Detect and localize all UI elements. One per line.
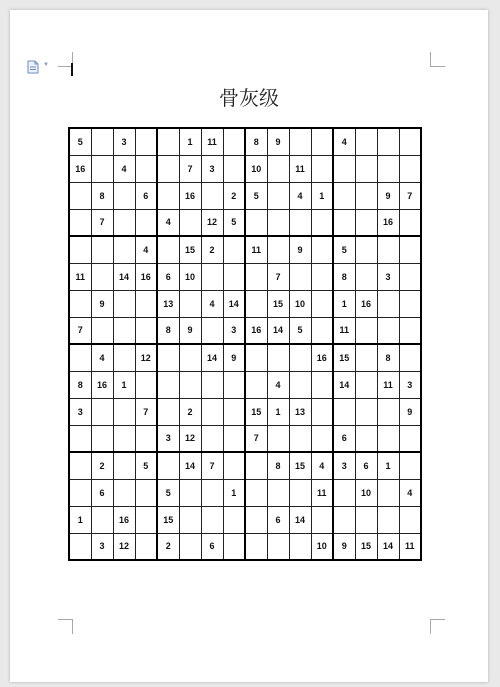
grid-cell[interactable]: 14 bbox=[267, 317, 289, 344]
grid-row bbox=[69, 317, 421, 344]
grid-cell[interactable]: 16 bbox=[69, 155, 91, 182]
grid-cell[interactable]: 3 bbox=[91, 533, 113, 560]
grid-cell[interactable] bbox=[399, 209, 421, 236]
grid-cell[interactable] bbox=[355, 209, 377, 236]
grid-cell[interactable] bbox=[157, 398, 179, 425]
grid-cell[interactable]: 13 bbox=[289, 398, 311, 425]
grid-cell[interactable]: 7 bbox=[245, 425, 267, 452]
text-cursor bbox=[71, 63, 73, 76]
grid-cell[interactable] bbox=[69, 290, 91, 317]
grid-cell[interactable]: 4 bbox=[289, 182, 311, 209]
grid-cell[interactable] bbox=[311, 290, 333, 317]
grid-cell[interactable] bbox=[201, 398, 223, 425]
grid-cell[interactable] bbox=[289, 209, 311, 236]
grid-cell[interactable] bbox=[377, 128, 399, 155]
grid-cell[interactable]: 10 bbox=[245, 155, 267, 182]
grid-cell[interactable]: 5 bbox=[223, 209, 245, 236]
grid-cell[interactable]: 14 bbox=[179, 452, 201, 479]
grid-cell[interactable]: 12 bbox=[179, 425, 201, 452]
grid-cell[interactable]: 4 bbox=[113, 155, 135, 182]
grid-cell[interactable]: 16 bbox=[135, 263, 157, 290]
grid-cell[interactable]: 10 bbox=[311, 533, 333, 560]
grid-cell[interactable] bbox=[201, 371, 223, 398]
grid-cell[interactable]: 4 bbox=[135, 236, 157, 263]
grid-cell[interactable]: 3 bbox=[201, 155, 223, 182]
grid-cell[interactable] bbox=[135, 317, 157, 344]
grid-row bbox=[69, 236, 421, 263]
grid-cell[interactable] bbox=[245, 452, 267, 479]
grid-cell[interactable] bbox=[223, 263, 245, 290]
grid-cell[interactable] bbox=[135, 128, 157, 155]
grid-cell[interactable] bbox=[157, 128, 179, 155]
grid-cell[interactable] bbox=[223, 371, 245, 398]
grid-cell[interactable] bbox=[113, 236, 135, 263]
grid-cell[interactable] bbox=[245, 290, 267, 317]
grid-row bbox=[69, 182, 421, 209]
grid-cell[interactable]: 14 bbox=[333, 371, 355, 398]
grid-cell[interactable] bbox=[245, 209, 267, 236]
grid-cell[interactable]: 7 bbox=[91, 209, 113, 236]
sudoku-grid bbox=[68, 127, 422, 561]
grid-cell[interactable]: 11 bbox=[245, 236, 267, 263]
grid-cell[interactable] bbox=[289, 479, 311, 506]
grid-cell[interactable]: 2 bbox=[91, 452, 113, 479]
grid-cell[interactable]: 16 bbox=[179, 182, 201, 209]
grid-cell[interactable] bbox=[157, 155, 179, 182]
margin-corner-bottom-left bbox=[58, 619, 73, 634]
grid-cell[interactable] bbox=[223, 533, 245, 560]
grid-cell[interactable]: 3 bbox=[399, 371, 421, 398]
grid-cell[interactable] bbox=[267, 155, 289, 182]
grid-cell[interactable] bbox=[245, 371, 267, 398]
grid-cell[interactable] bbox=[113, 425, 135, 452]
grid-cell[interactable]: 4 bbox=[311, 452, 333, 479]
grid-cell[interactable]: 9 bbox=[267, 128, 289, 155]
grid-cell[interactable] bbox=[311, 425, 333, 452]
grid-cell[interactable]: 16 bbox=[245, 317, 267, 344]
margin-corner-top-right bbox=[430, 52, 445, 67]
grid-cell[interactable]: 16 bbox=[311, 344, 333, 371]
grid-row bbox=[69, 506, 421, 533]
grid-row bbox=[69, 344, 421, 371]
grid-cell[interactable]: 15 bbox=[157, 506, 179, 533]
grid-cell[interactable] bbox=[377, 236, 399, 263]
grid-cell[interactable]: 16 bbox=[377, 209, 399, 236]
grid-cell[interactable]: 7 bbox=[69, 317, 91, 344]
grid-cell[interactable]: 15 bbox=[179, 236, 201, 263]
grid-cell[interactable] bbox=[267, 209, 289, 236]
grid-cell[interactable] bbox=[91, 425, 113, 452]
grid-cell[interactable]: 7 bbox=[179, 155, 201, 182]
grid-cell[interactable] bbox=[223, 128, 245, 155]
grid-cell[interactable] bbox=[201, 263, 223, 290]
grid-cell[interactable] bbox=[311, 398, 333, 425]
grid-cell[interactable]: 3 bbox=[377, 263, 399, 290]
grid-cell[interactable]: 4 bbox=[157, 209, 179, 236]
grid-cell[interactable] bbox=[289, 371, 311, 398]
grid-cell[interactable]: 14 bbox=[289, 506, 311, 533]
grid-cell[interactable] bbox=[201, 506, 223, 533]
grid-cell[interactable] bbox=[91, 263, 113, 290]
grid-row bbox=[69, 452, 421, 479]
grid-cell[interactable] bbox=[399, 128, 421, 155]
grid-cell[interactable]: 1 bbox=[267, 398, 289, 425]
grid-cell[interactable] bbox=[399, 290, 421, 317]
grid-row bbox=[69, 155, 421, 182]
grid-cell[interactable] bbox=[223, 452, 245, 479]
grid-cell[interactable] bbox=[245, 263, 267, 290]
grid-cell[interactable] bbox=[377, 290, 399, 317]
grid-cell[interactable] bbox=[135, 290, 157, 317]
grid-cell[interactable] bbox=[267, 479, 289, 506]
grid-cell[interactable] bbox=[289, 533, 311, 560]
grid-cell[interactable] bbox=[135, 506, 157, 533]
margin-corner-bottom-right bbox=[430, 619, 445, 634]
grid-cell[interactable] bbox=[135, 425, 157, 452]
grid-cell[interactable]: 14 bbox=[113, 263, 135, 290]
grid-cell[interactable] bbox=[113, 317, 135, 344]
grid-cell[interactable]: 1 bbox=[179, 128, 201, 155]
grid-cell[interactable]: 8 bbox=[69, 371, 91, 398]
grid-cell[interactable] bbox=[91, 155, 113, 182]
grid-cell[interactable] bbox=[69, 425, 91, 452]
grid-cell[interactable] bbox=[135, 155, 157, 182]
grid-cell[interactable] bbox=[377, 506, 399, 533]
grid-cell[interactable] bbox=[135, 533, 157, 560]
grid-cell[interactable]: 4 bbox=[201, 290, 223, 317]
grid-cell[interactable] bbox=[377, 317, 399, 344]
grid-cell[interactable]: 1 bbox=[377, 452, 399, 479]
grid-cell[interactable]: 7 bbox=[201, 452, 223, 479]
grid-cell[interactable] bbox=[201, 182, 223, 209]
grid-cell[interactable] bbox=[157, 236, 179, 263]
grid-cell[interactable]: 14 bbox=[377, 533, 399, 560]
grid-cell[interactable]: 12 bbox=[113, 533, 135, 560]
grid-cell[interactable]: 11 bbox=[399, 533, 421, 560]
grid-cell[interactable] bbox=[333, 182, 355, 209]
grid-cell[interactable] bbox=[333, 506, 355, 533]
grid-cell[interactable]: 7 bbox=[267, 263, 289, 290]
grid-cell[interactable]: 11 bbox=[69, 263, 91, 290]
grid-cell[interactable] bbox=[333, 155, 355, 182]
grid-cell[interactable] bbox=[311, 128, 333, 155]
grid-cell[interactable]: 1 bbox=[311, 182, 333, 209]
grid-cell[interactable] bbox=[113, 452, 135, 479]
grid-cell[interactable]: 7 bbox=[135, 398, 157, 425]
grid-cell[interactable] bbox=[157, 452, 179, 479]
grid-cell[interactable] bbox=[69, 236, 91, 263]
grid-cell[interactable]: 5 bbox=[333, 236, 355, 263]
grid-cell[interactable] bbox=[355, 128, 377, 155]
grid-cell[interactable]: 1 bbox=[69, 506, 91, 533]
grid-cell[interactable] bbox=[179, 290, 201, 317]
grid-cell[interactable]: 16 bbox=[113, 506, 135, 533]
grid-cell[interactable] bbox=[179, 479, 201, 506]
grid-cell[interactable] bbox=[69, 452, 91, 479]
grid-cell[interactable] bbox=[201, 317, 223, 344]
grid-cell[interactable] bbox=[113, 344, 135, 371]
grid-cell[interactable]: 5 bbox=[69, 128, 91, 155]
grid-cell[interactable] bbox=[113, 182, 135, 209]
grid-cell[interactable]: 8 bbox=[157, 317, 179, 344]
grid-cell[interactable] bbox=[333, 398, 355, 425]
grid-cell[interactable] bbox=[311, 236, 333, 263]
grid-cell[interactable]: 9 bbox=[377, 182, 399, 209]
grid-cell[interactable]: 5 bbox=[289, 317, 311, 344]
grid-cell[interactable]: 3 bbox=[69, 398, 91, 425]
grid-cell[interactable]: 6 bbox=[135, 182, 157, 209]
grid-cell[interactable]: 6 bbox=[267, 506, 289, 533]
grid-cell[interactable]: 9 bbox=[399, 398, 421, 425]
grid-cell[interactable] bbox=[69, 533, 91, 560]
grid-cell[interactable]: 5 bbox=[245, 182, 267, 209]
grid-cell[interactable] bbox=[377, 155, 399, 182]
grid-cell[interactable]: 3 bbox=[113, 128, 135, 155]
grid-cell[interactable]: 11 bbox=[311, 479, 333, 506]
grid-cell[interactable] bbox=[399, 317, 421, 344]
grid-cell[interactable] bbox=[179, 344, 201, 371]
grid-cell[interactable]: 15 bbox=[245, 398, 267, 425]
grid-cell[interactable] bbox=[377, 425, 399, 452]
grid-cell[interactable] bbox=[377, 398, 399, 425]
grid-cell[interactable] bbox=[355, 506, 377, 533]
grid-cell[interactable]: 8 bbox=[333, 263, 355, 290]
grid-cell[interactable]: 8 bbox=[377, 344, 399, 371]
grid-cell[interactable]: 12 bbox=[135, 344, 157, 371]
grid-cell[interactable] bbox=[135, 209, 157, 236]
grid-cell[interactable] bbox=[245, 479, 267, 506]
grid-cell[interactable] bbox=[135, 479, 157, 506]
grid-cell[interactable] bbox=[355, 236, 377, 263]
grid-cell[interactable] bbox=[289, 263, 311, 290]
grid-cell[interactable] bbox=[355, 155, 377, 182]
grid-cell[interactable]: 9 bbox=[91, 290, 113, 317]
grid-cell[interactable] bbox=[91, 236, 113, 263]
grid-row bbox=[69, 263, 421, 290]
grid-cell[interactable]: 9 bbox=[223, 344, 245, 371]
grid-cell[interactable] bbox=[377, 479, 399, 506]
grid-cell[interactable] bbox=[113, 209, 135, 236]
grid-cell[interactable]: 5 bbox=[135, 452, 157, 479]
grid-cell[interactable]: 6 bbox=[91, 479, 113, 506]
grid-cell[interactable]: 6 bbox=[201, 533, 223, 560]
grid-cell[interactable] bbox=[399, 236, 421, 263]
grid-row bbox=[69, 533, 421, 560]
grid-cell[interactable]: 11 bbox=[289, 155, 311, 182]
grid-cell[interactable] bbox=[311, 506, 333, 533]
grid-row bbox=[69, 209, 421, 236]
grid-cell[interactable] bbox=[245, 533, 267, 560]
grid-cell[interactable]: 3 bbox=[223, 317, 245, 344]
grid-cell[interactable] bbox=[69, 182, 91, 209]
grid-cell[interactable]: 9 bbox=[289, 236, 311, 263]
grid-cell[interactable]: 10 bbox=[355, 479, 377, 506]
grid-cell[interactable]: 10 bbox=[179, 263, 201, 290]
grid-cell[interactable] bbox=[91, 398, 113, 425]
grid-cell[interactable]: 15 bbox=[333, 344, 355, 371]
grid-cell[interactable] bbox=[289, 128, 311, 155]
grid-cell[interactable]: 4 bbox=[267, 371, 289, 398]
grid-cell[interactable] bbox=[289, 425, 311, 452]
grid-cell[interactable]: 3 bbox=[333, 452, 355, 479]
grid-cell[interactable] bbox=[333, 479, 355, 506]
grid-cell[interactable]: 11 bbox=[201, 128, 223, 155]
grid-cell[interactable] bbox=[289, 344, 311, 371]
grid-cell[interactable]: 12 bbox=[201, 209, 223, 236]
grid-cell[interactable]: 2 bbox=[157, 533, 179, 560]
grid-cell[interactable]: 1 bbox=[333, 290, 355, 317]
grid-cell[interactable]: 11 bbox=[333, 317, 355, 344]
grid-cell[interactable] bbox=[223, 506, 245, 533]
grid-cell[interactable]: 14 bbox=[201, 344, 223, 371]
grid-cell[interactable] bbox=[355, 425, 377, 452]
grid-cell[interactable] bbox=[157, 182, 179, 209]
grid-cell[interactable]: 4 bbox=[333, 128, 355, 155]
grid-cell[interactable] bbox=[267, 533, 289, 560]
grid-cell[interactable] bbox=[311, 317, 333, 344]
grid-row bbox=[69, 479, 421, 506]
grid-cell[interactable] bbox=[179, 533, 201, 560]
grid-cell[interactable] bbox=[355, 317, 377, 344]
grid-cell[interactable] bbox=[355, 398, 377, 425]
grid-cell[interactable] bbox=[399, 452, 421, 479]
grid-cell[interactable]: 8 bbox=[245, 128, 267, 155]
grid-cell[interactable] bbox=[267, 182, 289, 209]
caret-down-icon[interactable]: ▼ bbox=[43, 62, 49, 68]
grid-cell[interactable] bbox=[311, 209, 333, 236]
grid-cell[interactable] bbox=[399, 425, 421, 452]
grid-cell[interactable]: 11 bbox=[377, 371, 399, 398]
grid-cell[interactable]: 1 bbox=[113, 371, 135, 398]
grid-cell[interactable] bbox=[311, 371, 333, 398]
grid-cell[interactable] bbox=[179, 506, 201, 533]
grid-cell[interactable] bbox=[69, 209, 91, 236]
grid-cell[interactable] bbox=[91, 128, 113, 155]
grid-cell[interactable] bbox=[399, 155, 421, 182]
grid-cell[interactable]: 6 bbox=[355, 452, 377, 479]
grid-cell[interactable] bbox=[399, 344, 421, 371]
grid-cell[interactable]: 2 bbox=[179, 398, 201, 425]
grid-cell[interactable] bbox=[267, 236, 289, 263]
grid-cell[interactable] bbox=[355, 182, 377, 209]
grid-cell[interactable]: 16 bbox=[91, 371, 113, 398]
grid-cell[interactable]: 14 bbox=[223, 290, 245, 317]
grid-cell[interactable]: 15 bbox=[267, 290, 289, 317]
grid-cell[interactable] bbox=[267, 344, 289, 371]
grid-cell[interactable] bbox=[399, 506, 421, 533]
grid-cell[interactable]: 9 bbox=[179, 317, 201, 344]
grid-row bbox=[69, 398, 421, 425]
grid-cell[interactable] bbox=[355, 371, 377, 398]
grid-cell[interactable]: 3 bbox=[157, 425, 179, 452]
grid-cell[interactable] bbox=[113, 290, 135, 317]
document-page bbox=[10, 10, 488, 682]
document-icon[interactable] bbox=[26, 60, 40, 74]
grid-cell[interactable] bbox=[91, 317, 113, 344]
grid-cell[interactable]: 2 bbox=[201, 236, 223, 263]
grid-cell[interactable] bbox=[223, 398, 245, 425]
grid-cell[interactable]: 8 bbox=[91, 182, 113, 209]
grid-cell[interactable] bbox=[399, 263, 421, 290]
document-title[interactable]: 骨灰级 bbox=[219, 86, 279, 110]
grid-cell[interactable] bbox=[113, 479, 135, 506]
grid-cell[interactable]: 16 bbox=[355, 290, 377, 317]
grid-cell[interactable] bbox=[91, 506, 113, 533]
grid-cell[interactable] bbox=[179, 371, 201, 398]
grid-cell[interactable]: 1 bbox=[223, 479, 245, 506]
grid-row bbox=[69, 290, 421, 317]
grid-cell[interactable] bbox=[201, 479, 223, 506]
grid-cell[interactable] bbox=[333, 209, 355, 236]
grid-cell[interactable]: 13 bbox=[157, 290, 179, 317]
grid-cell[interactable]: 7 bbox=[399, 182, 421, 209]
grid-cell[interactable]: 6 bbox=[333, 425, 355, 452]
grid-cell[interactable] bbox=[113, 398, 135, 425]
grid-row bbox=[69, 128, 421, 155]
grid-cell[interactable] bbox=[223, 236, 245, 263]
grid-cell[interactable]: 8 bbox=[267, 452, 289, 479]
grid-cell[interactable]: 15 bbox=[289, 452, 311, 479]
grid-cell[interactable] bbox=[267, 425, 289, 452]
grid-cell[interactable] bbox=[355, 344, 377, 371]
grid-cell[interactable] bbox=[245, 344, 267, 371]
grid-row bbox=[69, 425, 421, 452]
grid-cell[interactable]: 6 bbox=[157, 263, 179, 290]
grid-cell[interactable] bbox=[69, 479, 91, 506]
grid-cell[interactable]: 5 bbox=[157, 479, 179, 506]
grid-cell[interactable] bbox=[355, 263, 377, 290]
grid-cell[interactable] bbox=[157, 344, 179, 371]
grid-cell[interactable] bbox=[157, 371, 179, 398]
grid-cell[interactable]: 9 bbox=[333, 533, 355, 560]
grid-cell[interactable] bbox=[135, 371, 157, 398]
grid-cell[interactable] bbox=[245, 506, 267, 533]
grid-cell[interactable] bbox=[179, 209, 201, 236]
grid-cell[interactable] bbox=[223, 155, 245, 182]
grid-cell[interactable]: 2 bbox=[223, 182, 245, 209]
grid-cell[interactable] bbox=[311, 263, 333, 290]
grid-cell[interactable]: 10 bbox=[289, 290, 311, 317]
grid-cell[interactable]: 15 bbox=[355, 533, 377, 560]
grid-row bbox=[69, 371, 421, 398]
grid-cell[interactable] bbox=[69, 344, 91, 371]
grid-cell[interactable] bbox=[201, 425, 223, 452]
grid-cell[interactable]: 4 bbox=[91, 344, 113, 371]
grid-cell[interactable] bbox=[223, 425, 245, 452]
grid-cell[interactable]: 4 bbox=[399, 479, 421, 506]
grid-cell[interactable] bbox=[311, 155, 333, 182]
